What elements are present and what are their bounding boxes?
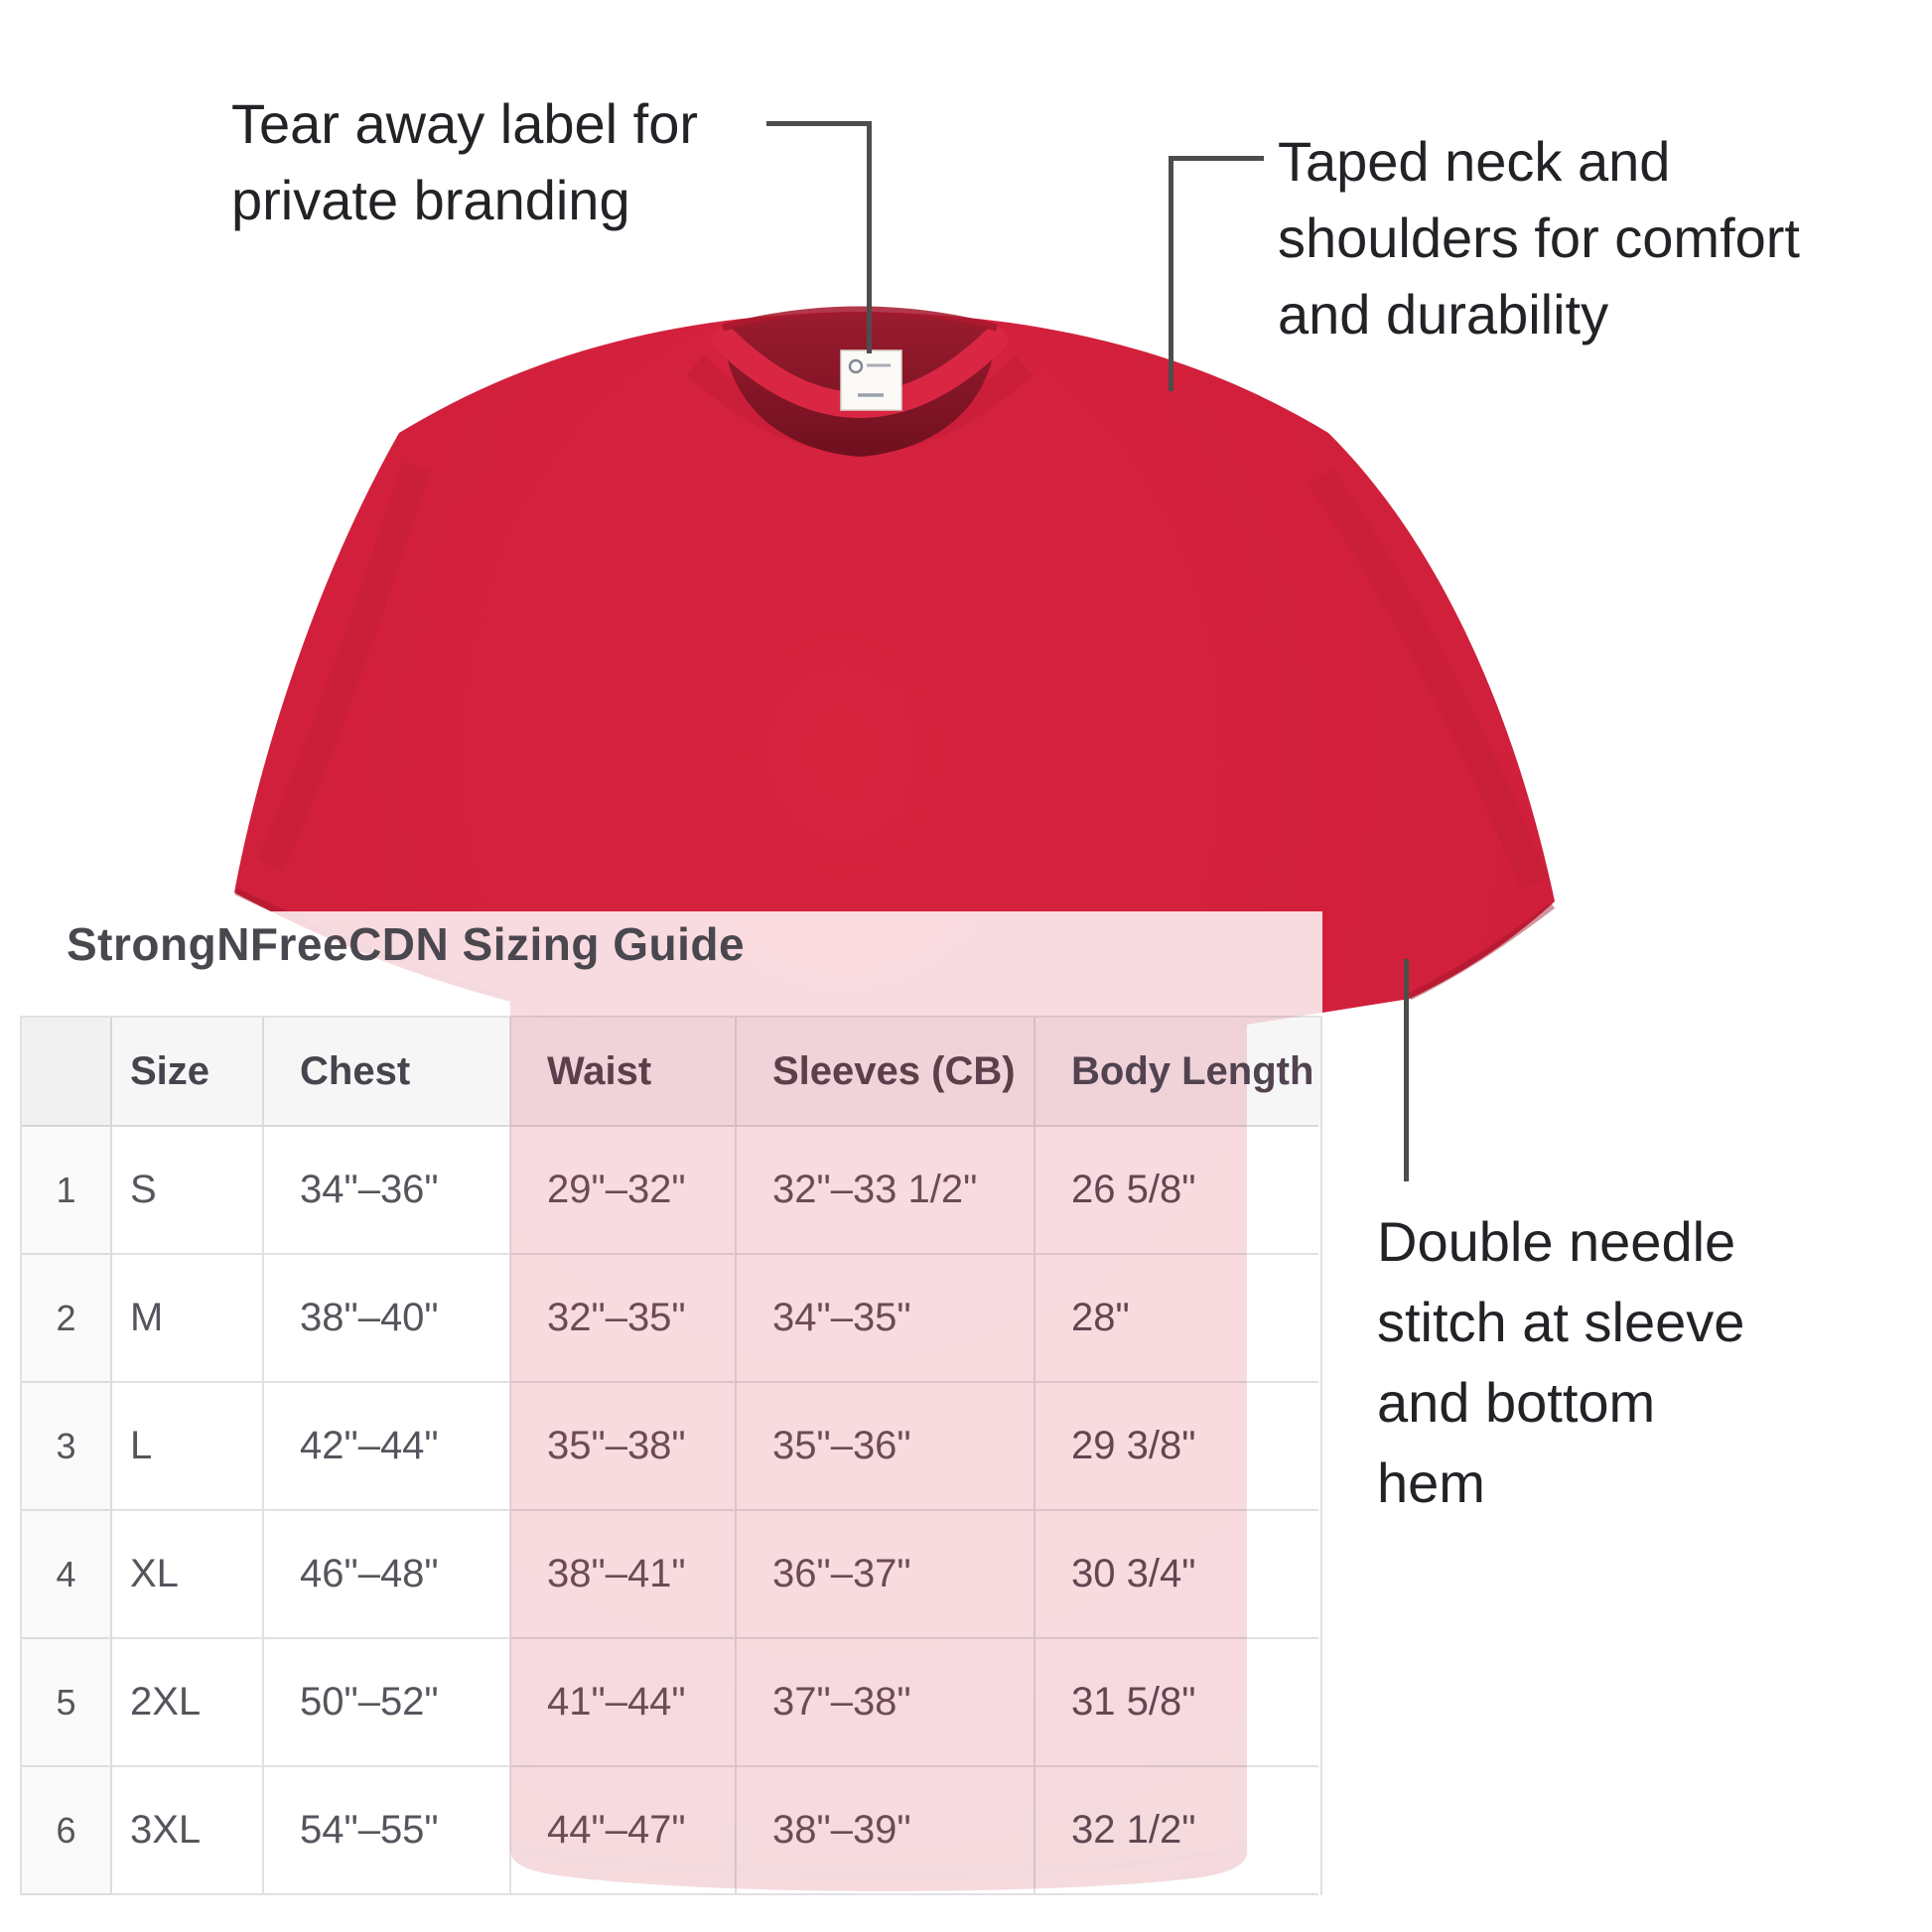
header-sleeves: Sleeves (CB) xyxy=(737,1018,1035,1127)
callout-taped-line2: shoulders for comfort xyxy=(1278,207,1800,269)
callout-double-line3: and bottom xyxy=(1377,1371,1656,1434)
waist-cell: 32"–35" xyxy=(511,1255,737,1383)
callout-taped-neck xyxy=(1278,123,1800,352)
sleeves-cell: 38"–39" xyxy=(737,1767,1035,1895)
chest-cell: 54"–55" xyxy=(264,1767,511,1895)
size-cell: S xyxy=(112,1127,264,1255)
sleeves-cell: 36"–37" xyxy=(737,1511,1035,1639)
row-number: 4 xyxy=(22,1511,112,1639)
taped-neck-connector-horizontal xyxy=(1169,156,1264,161)
size-cell: 2XL xyxy=(112,1639,264,1767)
row-number: 1 xyxy=(22,1127,112,1255)
sleeves-cell: 34"–35" xyxy=(737,1255,1035,1383)
sizing-table-header-row xyxy=(22,1018,1320,1127)
header-rownum xyxy=(22,1018,112,1127)
chest-cell: 38"–40" xyxy=(264,1255,511,1383)
tear-away-connector-vertical xyxy=(867,121,872,353)
body-length-cell: 31 5/8" xyxy=(1035,1639,1318,1767)
sleeves-cell: 37"–38" xyxy=(737,1639,1035,1767)
sizing-table xyxy=(20,1016,1322,1895)
tear-away-connector-horizontal xyxy=(766,121,870,126)
row-number: 6 xyxy=(22,1767,112,1895)
callout-tear-away xyxy=(231,85,698,238)
header-waist: Waist xyxy=(511,1018,737,1127)
row-number: 2 xyxy=(22,1255,112,1383)
row-number: 3 xyxy=(22,1383,112,1511)
table-row xyxy=(22,1255,1320,1383)
sleeves-cell: 32"–33 1/2" xyxy=(737,1127,1035,1255)
callout-double-line4: hem xyxy=(1377,1451,1485,1514)
chest-cell: 34"–36" xyxy=(264,1127,511,1255)
waist-cell: 38"–41" xyxy=(511,1511,737,1639)
body-length-cell: 29 3/8" xyxy=(1035,1383,1318,1511)
sizing-guide-title: StrongNFreeCDN Sizing Guide xyxy=(67,918,746,970)
waist-cell: 29"–32" xyxy=(511,1127,737,1255)
header-chest: Chest xyxy=(264,1018,511,1127)
callout-taped-line3: and durability xyxy=(1278,283,1609,345)
callout-tear-away-line2: private branding xyxy=(231,169,630,231)
table-row xyxy=(22,1511,1320,1639)
size-cell: M xyxy=(112,1255,264,1383)
neck-label xyxy=(841,350,901,410)
table-row xyxy=(22,1383,1320,1511)
header-size: Size xyxy=(112,1018,264,1127)
size-cell: L xyxy=(112,1383,264,1511)
chest-cell: 42"–44" xyxy=(264,1383,511,1511)
chest-cell: 50"–52" xyxy=(264,1639,511,1767)
table-row xyxy=(22,1127,1320,1255)
table-row xyxy=(22,1767,1320,1895)
sizing-table-body xyxy=(22,1127,1320,1895)
taped-neck-connector-vertical xyxy=(1169,156,1173,391)
size-cell: 3XL xyxy=(112,1767,264,1895)
table-row xyxy=(22,1639,1320,1767)
waist-cell: 44"–47" xyxy=(511,1767,737,1895)
row-number: 5 xyxy=(22,1639,112,1767)
chest-cell: 46"–48" xyxy=(264,1511,511,1639)
waist-cell: 35"–38" xyxy=(511,1383,737,1511)
double-needle-connector-vertical xyxy=(1404,959,1409,1181)
body-length-cell: 26 5/8" xyxy=(1035,1127,1318,1255)
callout-double-needle xyxy=(1377,1201,1744,1523)
waist-cell: 41"–44" xyxy=(511,1639,737,1767)
sleeves-cell: 35"–36" xyxy=(737,1383,1035,1511)
callout-taped-line1: Taped neck and xyxy=(1278,130,1671,193)
size-cell: XL xyxy=(112,1511,264,1639)
body-length-cell: 30 3/4" xyxy=(1035,1511,1318,1639)
body-length-cell: 28" xyxy=(1035,1255,1318,1383)
header-body-length: Body Length xyxy=(1035,1018,1318,1127)
callout-double-line1: Double needle xyxy=(1377,1210,1736,1273)
callout-tear-away-line1: Tear away label for xyxy=(231,92,699,155)
body-length-cell: 32 1/2" xyxy=(1035,1767,1318,1895)
callout-double-line2: stitch at sleeve xyxy=(1377,1291,1745,1353)
